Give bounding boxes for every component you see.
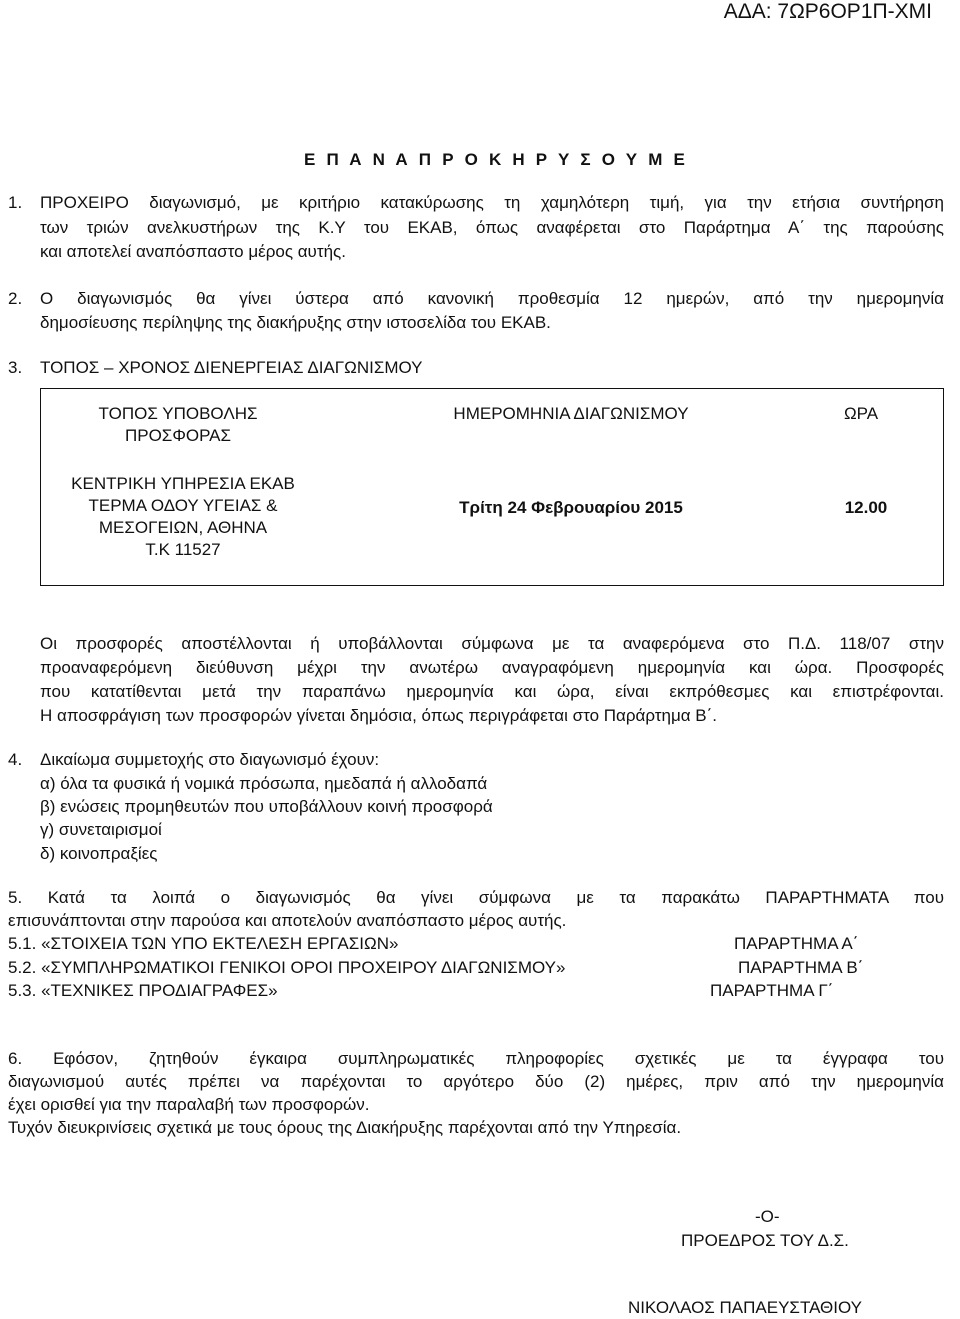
section-6-line-2: διαγωνισμού αυτές πρέπει να παρέχονται το αργότερο δύο (2) ημέρες, πριν από την ημερομηνία [8, 1072, 944, 1091]
signature-name: ΝΙΚΟΛΑΟΣ ΠΑΠΑΕΥΣΤΑΘΙΟΥ [628, 1298, 863, 1317]
section-3-para-line-1: Οι προσφορές αποστέλλονται ή υποβάλλονται σύμφωνα με τα αναφερόμενα στο Π.Δ. 118/07 στην [40, 634, 944, 653]
annex-item-ref: ΠΑΡΑΡΤΗΜΑ Β΄ [738, 958, 864, 977]
annex-item-label: 5.1. «ΣΤΟΙΧΕΙΑ ΤΩΝ ΥΠΟ ΕΚΤΕΛΕΣΗ ΕΡΓΑΣΙΩΝ» [8, 934, 399, 953]
list-item: γ) συνεταιρισμοί [40, 820, 162, 839]
section-5-line-1: 5. Κατά τα λοιπά ο διαγωνισμός θα γίνει σύμφωνα με τα παρακάτω ΠΑΡΑΡΤΗΜΑΤΑ που [8, 888, 944, 907]
section-3-heading: ΤΟΠΟΣ – ΧΡΟΝΟΣ ΔΙΕΝΕΡΓΕΙΑΣ ΔΙΑΓΩΝΙΣΜΟΥ [40, 358, 423, 377]
section-2-line-2: δημοσίευσης περίληψης της διακήρυξης στην ιστοσελίδα του ΕΚΑΒ. [40, 313, 551, 332]
section-6-line-1: 6. Εφόσον, ζητηθούν έγκαιρα συμπληρωματικές πληροφορίες σχετικές με τα έγγραφα του [8, 1049, 944, 1068]
signature-mark: -Ο- [755, 1207, 780, 1226]
table-cell-date: Τρίτη 24 Φεβρουαρίου 2015 [459, 498, 683, 517]
section-3-para-line-2: προαναφερόμενη διεύθυνση μέχρι την ανωτέρω αναγραφόμενη ημερομηνία και ώρα. Προσφορές [40, 658, 944, 677]
table-cell-time: 12.00 [844, 498, 888, 517]
section-6-line-4: Τυχόν διευκρινίσεις σχετικά με τους όρους της Διακήρυξης παρέχονται από την Υπηρεσία. [8, 1118, 682, 1137]
annex-item-ref: ΠΑΡΑΡΤΗΜΑ Γ΄ [710, 981, 834, 1000]
section-6-line-3: έχει ορισθεί για την παραλαβή των προσφορών. [8, 1095, 370, 1114]
list-item: α) όλα τα φυσικά ή νομικά πρόσωπα, ημεδαπά ή αλλοδαπά [40, 774, 488, 793]
section-1-line-2: των τριών ανελκυστήρων της Κ.Υ του ΕΚΑΒ, όπως αναφέρεται στο Παράρτημα Α΄ της παρούσης [40, 218, 944, 237]
annex-item-ref: ΠΑΡΑΡΤΗΜΑ Α΄ [734, 934, 859, 953]
list-item: β) ενώσεις προμηθευτών που υποβάλλουν κοινή προσφορά [40, 797, 493, 816]
document-title: Ε Π Α Ν Α Π Ρ Ο Κ Η Ρ Υ Σ Ο Υ Μ Ε [304, 150, 689, 169]
table-header-time: ΩΡΑ [843, 404, 879, 423]
section-3-para-line-4: Η αποσφράγιση των προσφορών γίνεται δημόσια, όπως περιγράφεται στο Παράρτημα Β΄. [40, 706, 718, 725]
section-2-number: 2. [8, 289, 23, 308]
annex-item-label: 5.2. «ΣΥΜΠΛΗΡΩΜΑΤΙΚΟΙ ΓΕΝΙΚΟΙ ΟΡΟΙ ΠΡΟΧΕΙΡΟΥ ΔΙΑΓΩΝΙΣΜΟΥ» [8, 958, 566, 977]
section-1-number: 1. [8, 193, 23, 212]
table-cell-place: ΚΕΝΤΡΙΚΗ ΥΠΗΡΕΣΙΑ ΕΚΑΒ ΤΕΡΜΑ ΟΔΟΥ ΥΓΕΙΑΣ & ΜΕΣΟΓΕΙΩΝ, ΑΘΗΝΑ Τ.Κ 11527 [71, 474, 295, 559]
section-3-para-line-3: που κατατίθενται μετά την παραπάνω ημερομηνία και ώρα, είναι εκπρόθεσμες και επιστρέφονται. [40, 682, 944, 701]
table-header-place: ΤΟΠΟΣ ΥΠΟΒΟΛΗΣ ΠΡΟΣΦΟΡΑΣ [98, 404, 258, 445]
section-4-number: 4. [8, 750, 23, 769]
section-3-number: 3. [8, 358, 23, 377]
section-1-line-1: 1. ΠΡΟΧΕΙΡΟ διαγωνισμό, με κριτήριο κατακύρωσης τη χαμηλότερη τιμή, για την ετήσια συντήρηση [8, 193, 944, 212]
list-item: δ) κοινοπραξίες [40, 844, 158, 863]
section-4-heading: Δικαίωμα συμμετοχής στο διαγωνισμό έχουν: [40, 750, 380, 769]
signature-role: ΠΡΟΕΔΡΟΣ ΤΟΥ Δ.Σ. [681, 1231, 849, 1250]
tender-schedule-table [40, 388, 944, 586]
ada-code: ΑΔΑ: 7ΩΡ6ΟΡ1Π-ΧΜΙ [723, 0, 932, 23]
section-2-line-1: Ο διαγωνισμός θα γίνει ύστερα από κανονική προθεσμία 12 ημερών, από την ημερομηνία [40, 289, 944, 308]
table-header-date: ΗΜΕΡΟΜΗΝΙΑ ΔΙΑΓΩΝΙΣΜΟΥ [453, 404, 689, 423]
section-1-line-3: και αποτελεί αναπόσπαστο μέρος αυτής. [40, 242, 346, 261]
annex-item-label: 5.3. «ΤΕΧΝΙΚΕΣ ΠΡΟΔΙΑΓΡΑΦΕΣ» [8, 981, 278, 1000]
section-5-line-2: επισυνάπτονται στην παρούσα και αποτελούν αναπόσπαστο μέρος αυτής. [8, 911, 567, 930]
